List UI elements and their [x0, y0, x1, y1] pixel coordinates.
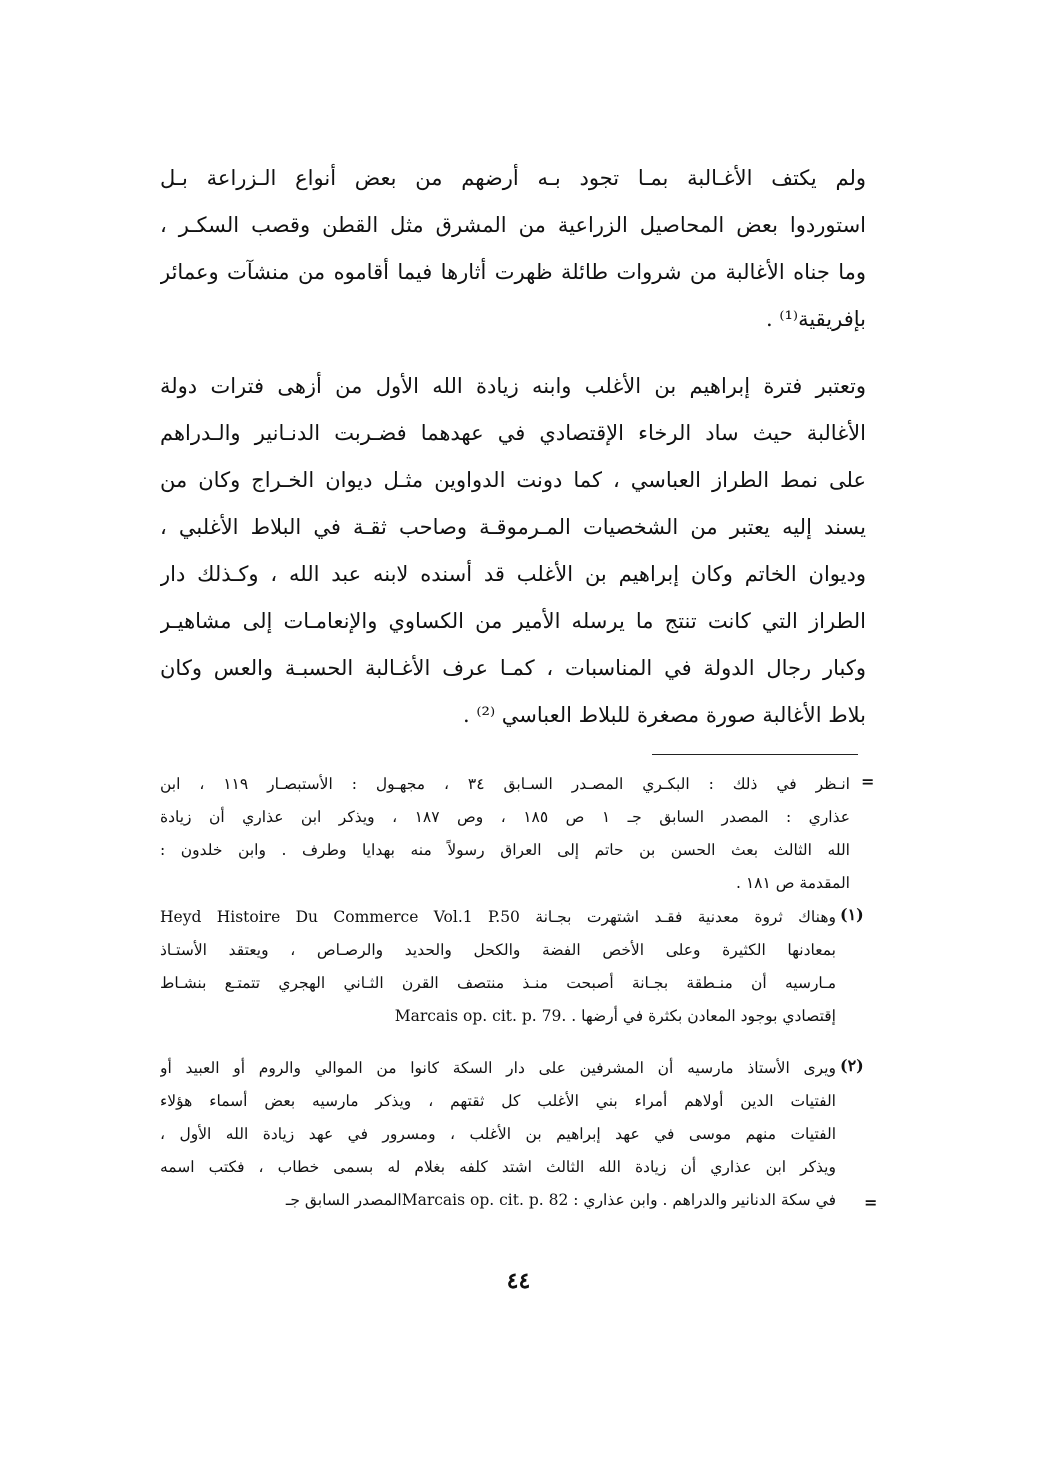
footnote-2-number: (٢) — [840, 1056, 864, 1075]
footnote-line: الفتيات منهم موسى في عهد إبراهيم بن الأغلب ، ومسرور في عهد زيادة الله الأول ، — [160, 1125, 836, 1143]
text-line: الأغالبة حيث ساد الرخاء الإقتصادي في عهدهما فضـربت الدنـانير والـدراهم — [160, 421, 866, 445]
footnote-line: وهناك ثروة معدنية فقـد اشتهرت بجـانة Heyd Histoire Du Commerce Vol.1 P.50 — [160, 908, 836, 926]
footnote-line: في سكة الدنانير والدراهم . وابن عذاري : Marcais op. cit. p. 82المصدر السابق جـ — [285, 1191, 836, 1209]
text-line: استوردوا بعض المحاصيل الزراعية من المشرق مثل القطن وقصب السكـر ، — [160, 213, 866, 237]
footnote-line: ويذكر ابن عذاري أن زيادة الله الثالث اشتد كلفه بغلام له بسمى خطاب ، فكتب اسمه — [160, 1158, 836, 1176]
footnote-line: المقدمة ص ١٨١ . — [735, 874, 850, 892]
footnote-line: ويرى الأستاذ مارسيه أن المشرفين على دار السكة كانوا من الموالي والروم أو العبيد أو — [160, 1059, 836, 1077]
footnote-2 — [160, 1052, 836, 1217]
footnote-line: إقتصادي بوجود المعادن بكثرة في أرضها . .Marcais op. cit. p. 79 — [394, 1007, 836, 1025]
footnote-line: بمعادنها الكثيرة وعلى الأخص الفضة والكحل والحديد والرصـاص ، ويعتقد الأستـاذ — [160, 941, 836, 959]
footnote-line: الفتيات الدين أولاهم أمراء بني الأغلب كل ثقتهم ، ويذكر مارسيه بعض أسماء هؤلاء — [160, 1092, 836, 1110]
text-line: على نمط الطراز العباسي ، كما دونت الدواوين مثـل ديوان الخـراج وكان من — [160, 468, 866, 492]
text-line: الطراز التي كانت تنتج ما يرسله الأمير من الكساوي والإنعامـات إلى مشاهيـر — [160, 609, 866, 633]
footnote-line: انـظر في ذلك : البكـري المصـدر السـابق ٣٤ ، مجهـول : الأستبصـار ١١٩ ، ابن — [160, 775, 850, 793]
footnote-line: مـارسيه أن منـطقة بجـانة أصبحت منـذ منتصف القرن الثـاني الهجري تتمتـع بنشـاط — [160, 974, 836, 992]
footnote-1-number: (١) — [840, 905, 864, 924]
text-line: ولم يكتف الأغـالبة بمـا تجود بـه أرضهم من بعض أنواع الـزراعة بـل — [160, 166, 866, 190]
continuation-mark-end: = — [864, 1193, 878, 1212]
body-paragraph-2 — [160, 363, 866, 739]
page-number: ٤٤ — [506, 1268, 531, 1294]
text-line: يسند إليه يعتبر من الشخصيات المـرموقـة وصاحب ثقـة في البلاط الأغلبي ، — [160, 515, 866, 539]
footnote-line: الله الثالث بعث الحسن بن حاتم إلى العراق رسولاً منه بهدايا وطرف . وابن خلدون : — [160, 841, 850, 859]
text-line: وما جناه الأغالبة من شروات طائلة ظهرت أثارها فيما أقاموه من منشآت وعمائر — [160, 260, 866, 284]
footnote-separator — [652, 754, 858, 755]
text-line: بإفريقية⁽¹⁾ . — [765, 307, 866, 331]
footnote-1 — [160, 901, 836, 1033]
text-line: وتعتبر فترة إبراهيم بن الأغلب وابنه زيادة الله الأول من أزهى فترات دولة — [160, 374, 866, 398]
footnote-line: عذاري : المصدر السابق جـ ١ ص ١٨٥ ، وص ١٨٧ ، ويذكر ابن عذاري أن زيادة — [160, 808, 850, 826]
text-line: بلاط الأغالبة صورة مصغرة للبلاط العباسي ⁽²⁾ . — [463, 703, 866, 727]
text-line: وديوان الخاتم وكان إبراهيم بن الأغلب قد أسنده لابنه عبد الله ، وكـذلك دار — [160, 562, 866, 586]
body-paragraph-1 — [160, 155, 866, 343]
continuation-mark: = — [861, 772, 875, 791]
text-line: وكبار رجال الدولة في المناسبات ، كمـا عرف الأغـالبة الحسبـة والعس وكان — [160, 656, 866, 680]
footnote-continuation — [160, 768, 850, 900]
